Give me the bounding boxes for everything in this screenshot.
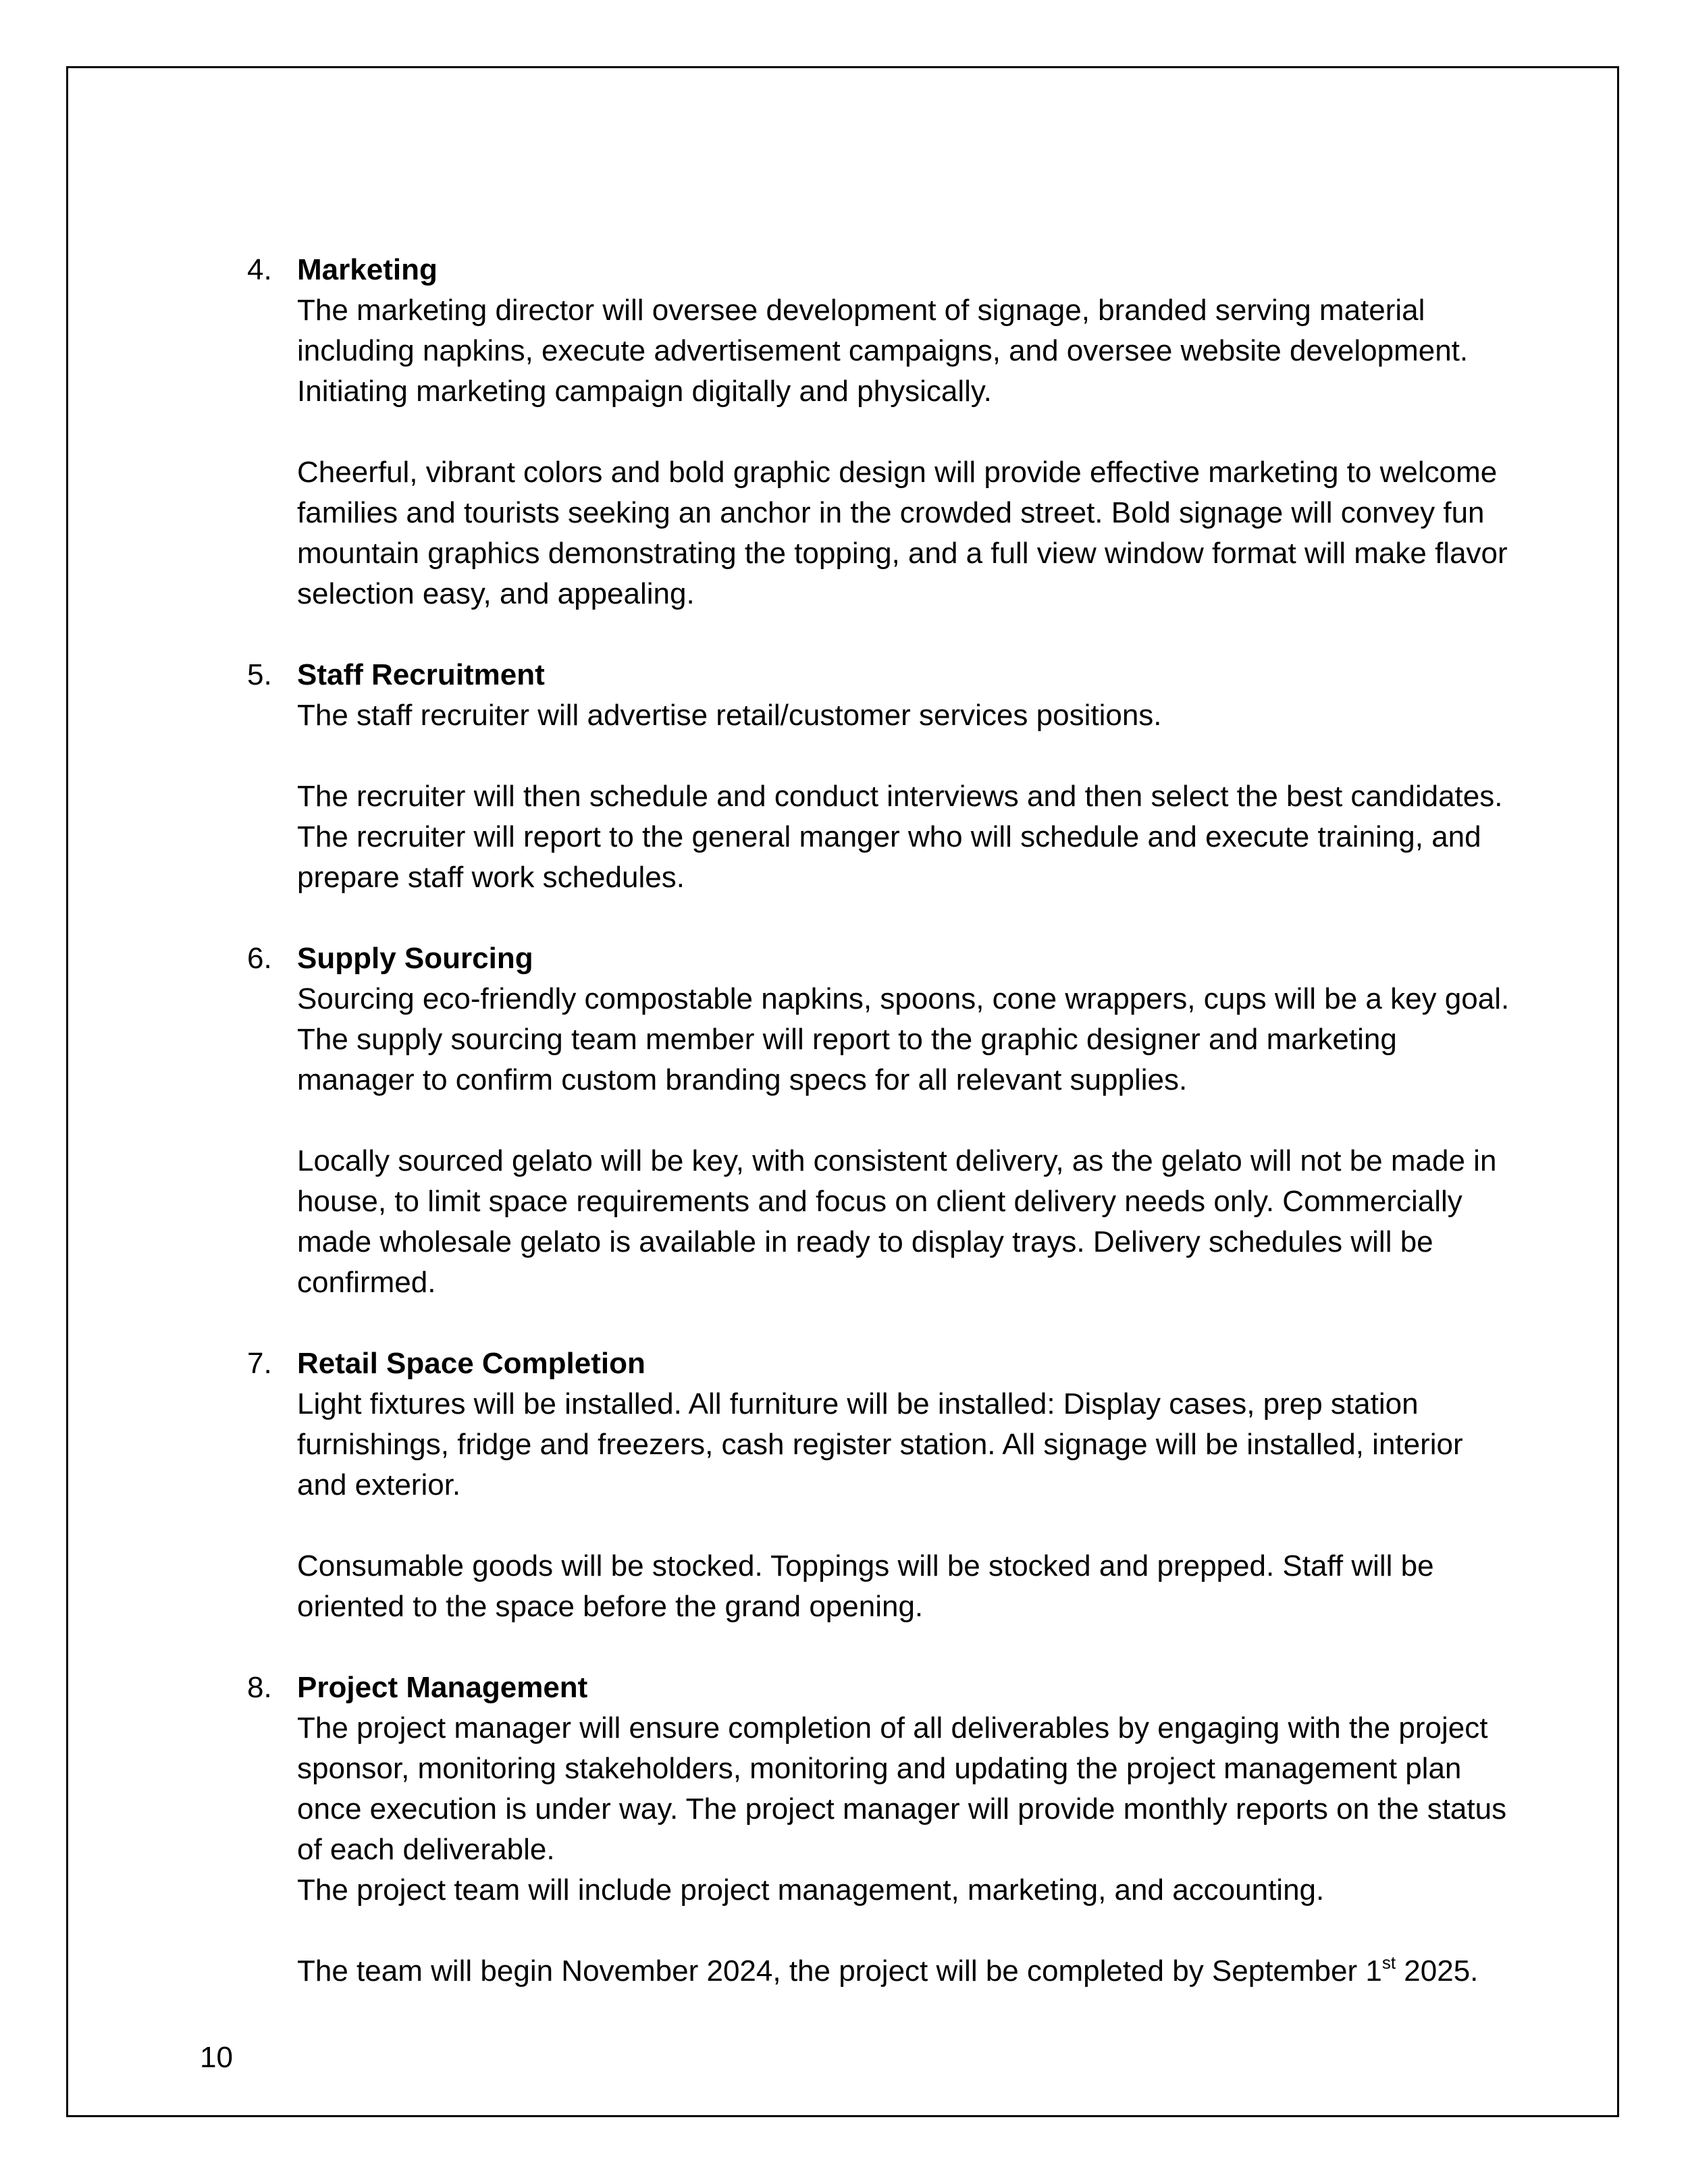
paragraph: Locally sourced gelato will be key, with consistent delivery, as the gelato will not be made in house, to limit space requirements and focus on client delivery needs only. Commercially made wholesale gelato is available in ready to display trays. Delivery schedules will be confirmed.: [297, 1144, 1497, 1299]
completion-text: The team will begin November 2024, the project will be completed by September 1: [297, 1954, 1382, 1988]
paragraph: The recruiter will then schedule and conduct interviews and then select the best candidates. The recruiter will report to the general manger who will schedule and execute training, and prepare staff work schedules.: [297, 780, 1503, 894]
paragraph: The marketing director will oversee development of signage, branded serving material including napkins, execute advertisement campaigns, and oversee website development. Initiating marketing campaign digitally and physically.: [297, 294, 1469, 408]
list-item-retail-space-completion: [247, 1343, 1510, 1627]
page-number: 10: [200, 2041, 233, 2074]
list-item-project-management: [247, 1668, 1510, 1992]
section-heading: Project Management: [297, 1671, 588, 1704]
section-heading: Marketing: [297, 253, 438, 286]
paragraph: The project team will include project management, marketing, and accounting.: [297, 1873, 1325, 1907]
document-body: [247, 250, 1510, 1992]
paragraph: Light fixtures will be installed. All furniture will be installed: Display cases, prep station furnishings, fridge and freezers, cash register station. All signage will be installed, interior and exterior.: [297, 1387, 1463, 1501]
list-item-marketing: [247, 250, 1510, 614]
paragraph: Consumable goods will be stocked. Toppings will be stocked and prepped. Staff will be oriented to the space before the grand opening.: [297, 1549, 1434, 1623]
paragraph: Sourcing eco-friendly compostable napkins, spoons, cone wrappers, cups will be a key goal. The supply sourcing team member will report to the graphic designer and marketing manager to confirm custom branding specs for all relevant supplies.: [297, 982, 1510, 1096]
paragraph-final: [297, 1951, 1510, 1992]
list-number: 4.: [247, 253, 272, 286]
list-number: 6.: [247, 942, 272, 975]
list-number: 7.: [247, 1347, 272, 1380]
list-number: 8.: [247, 1671, 272, 1704]
ordinal-superscript: st: [1381, 1952, 1396, 1973]
list-item-staff-recruitment: [247, 655, 1510, 898]
section-heading: Retail Space Completion: [297, 1347, 645, 1380]
completion-year: 2025.: [1396, 1954, 1479, 1988]
paragraph: The staff recruiter will advertise retail/customer services positions.: [297, 699, 1162, 732]
section-heading: Staff Recruitment: [297, 658, 545, 691]
list-number: 5.: [247, 658, 272, 691]
paragraph: The project manager will ensure completion of all deliverables by engaging with the project sponsor, monitoring stakeholders, monitoring and updating the project management plan once execution is under way. The project manager will provide monthly reports on the status of each deliverable.: [297, 1711, 1507, 1866]
section-heading: Supply Sourcing: [297, 942, 533, 975]
list-item-supply-sourcing: [247, 938, 1510, 1303]
paragraph: Cheerful, vibrant colors and bold graphic design will provide effective marketing to welcome families and tourists seeking an anchor in the crowded street. Bold signage will convey fun mountain graphics demonstrating the topping, and a full view window format will make flavor selection easy, and appealing.: [297, 456, 1508, 610]
